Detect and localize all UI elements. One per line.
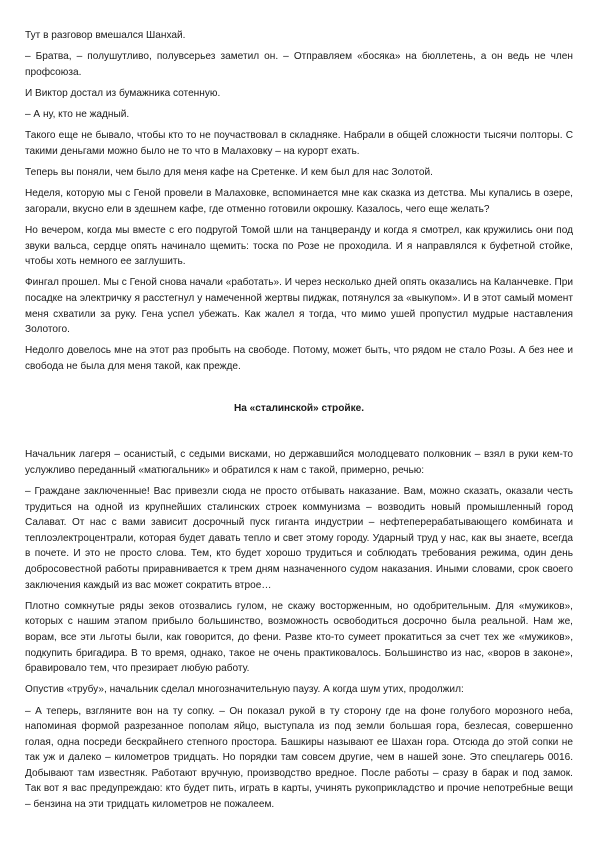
paragraph: Недолго довелось мне на этот раз пробыть на свободе. Потому, может быть, что рядом не стало Розы. А без нее и свобода не была для меня такой, как прежде. <box>25 345 573 373</box>
paragraph: Фингал прошел. Мы с Геной снова начали «работать». И через несколько дней опять оказались на Каланчевке. При посадке на электричку я расстегнул у намеченной жертвы пиджак, потянулся за «выкупом». И в этот самый момент меня схватили за руку. Гена успел убежать. Как жалел я тогда, что мимо ушей пропустил мудрые наставления Золотого. <box>25 277 573 336</box>
paragraph: – Граждане заключенные! Вас привезли сюда не просто отбывать наказание. Вам, можно сказать, оказали честь трудиться на одной из крупнейших сталинских строек коммунизма – возводить новый промышленный город Салават. От нас с вами зависит досрочный пуск гиганта индустрии – нефтеперерабатывающего комбината и теплоэлектроцентрали, которая будет давать тепло и свет этому городу. Ударный труд у нас, как вы знаете, всегда в почете. И это не просто слова. Тем, кто будет хорошо трудиться и соблюдать требования режима, один день добросовестной работы приравнивается к трем дням назначенного судом наказания. Иными словами, срок своего заключения каждый из вас может сократить втрое… <box>25 486 573 591</box>
section-after <box>25 447 573 812</box>
chapter-title: На «сталинской» стройке. <box>233 402 365 414</box>
section-before <box>25 28 573 375</box>
paragraph: Опустив «трубу», начальник сделал многозначительную паузу. А когда шум утих, продолжил: <box>25 684 464 696</box>
paragraph: – А ну, кто не жадный. <box>25 109 130 121</box>
paragraph: – А теперь, взгляните вон на ту сопку. – Он показал рукой в ту сторону где на фоне голубого морозного неба, напоминая формой разрезанное пополам яйцо, выступала из под земли большая гора, безлесая, совершенно голая, одна посреди бескрайнего степного простора. Башкиры называют ее Шахан гора. Отсюда до этой сопки не так уж и далеко – километров тридцать. Но порядки там совсем другие, чем в нашей зоне. Это спецлагерь 0016. Добывают там известняк. Работают вручную, производство вредное. После работы – сразу в барак и под замок. Так вот я вас предупреждаю: кто будет пить, играть в карты, учинять рукоприкладство и прочие непотребные вещи – бензина на эти тридцать километров не пожалеем. <box>25 705 573 811</box>
paragraph: – Братва, – полушутливо, полувсерьез заметил он. – Отправляем «босяка» на бюллетень, а он ведь не член профсоюза. <box>25 51 573 78</box>
paragraph: Теперь вы поняли, чем было для меня кафе на Сретенке. И кем был для нас Золотой. <box>25 167 433 179</box>
document-page <box>25 28 573 818</box>
paragraph: Начальник лагеря – осанистый, с седыми висками, но державшийся молодцевато полковник – взял в руки кем-то услужливо переданный «матюгальник» и обратился к нам с такой, примерно, речью: <box>25 449 573 476</box>
paragraph: И Виктор достал из бумажника сотенную. <box>25 87 221 99</box>
paragraph: Такого еще не бывало, чтобы кто то не поучаствовал в складняке. Набрали в общей сложности тысячи полторы. С такими деньгами можно было не то что в Малаховку – на курорт ехать. <box>25 130 573 157</box>
paragraph: Неделя, которую мы с Геной провели в Малаховке, вспоминается мне как сказка из детства. Мы купались в озере, загорали, вкусно ели в здешнем кафе, где отменно готовили окрошку. Казалось, чего еще желать? <box>25 188 573 215</box>
paragraph: Но вечером, когда мы вместе с его подругой Томой шли на танцверанду и когда я смотрел, как кружились они под звуки вальса, сердце опять начинало щемить: тоска по Розе не проходила. И я направлялся к буфетной стойке, чтобы хоть немного ее заглушить. <box>25 225 573 268</box>
paragraph: Тут в разговор вмешался Шанхай. <box>25 30 186 41</box>
paragraph: Плотно сомкнутые ряды зеков отозвались гулом, не скажу восторженным, но одобрительным. Для «мужиков», которых с нашим этапом прибыло большинство, возможность освободиться досрочно была реальной. Нам же, ворам, все эти льготы были, как говорится, до фени. Разве кто-то сумеет прокатиться за счет тех же «мужиков», подкупить бригадира. В то время, однако, такое не очень практиковалось. Большинство из нас, «воров в законе», бравировало тем, что презирает любую работу. <box>25 600 573 675</box>
